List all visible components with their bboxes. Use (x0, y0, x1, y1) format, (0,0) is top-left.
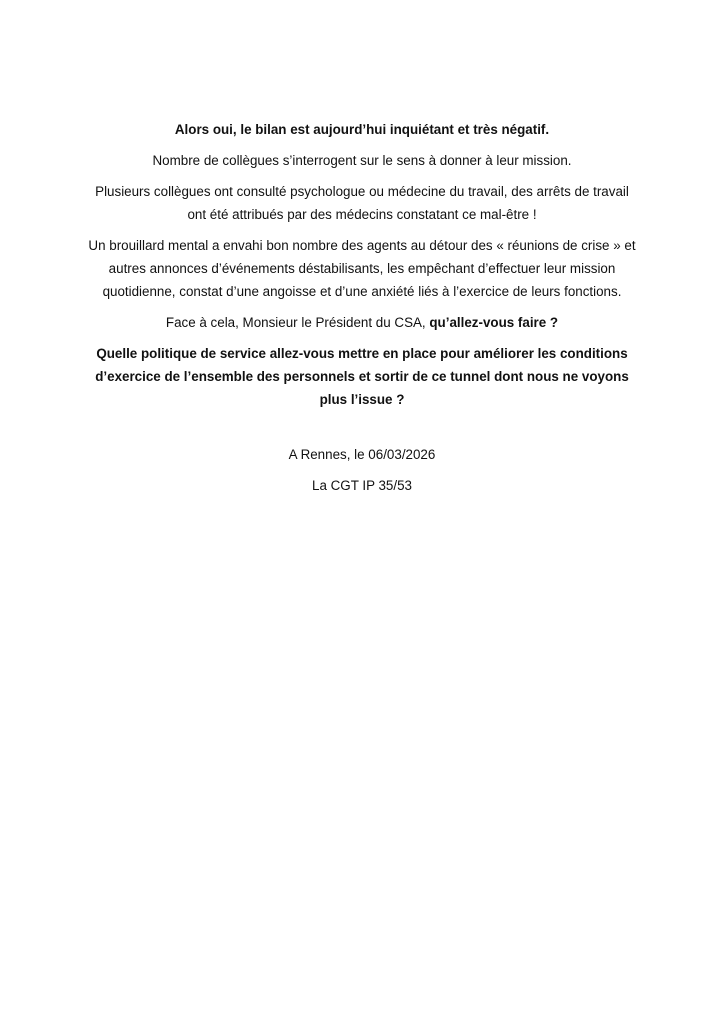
place-date: A Rennes, le 06/03/2026 (288, 447, 436, 462)
paragraph-mental-fog: Un brouillard mental a envahi bon nombre des agents au détour des « réunions de crise » et autres annonces d’événements déstabilisants, les empêchant d’effectuer leur mission quotidienne, constat d’une angoisse et d’une anxiété liés à l’exercice de leurs fonctions. (88, 238, 636, 299)
paragraph-question (86, 311, 638, 334)
letter-body (86, 118, 638, 505)
spacer (86, 419, 638, 443)
paragraph-policy-question: Quelle politique de service allez-vous mettre en place pour améliorer les conditions d’exercice de l’ensemble des personnels et sortir de ce tunnel dont nous ne voyons plus l’issue ? (95, 346, 629, 407)
question-emphasis: qu’allez-vous faire ? (429, 315, 559, 330)
paragraph-mission: Nombre de collègues s’interrogent sur le sens à donner à leur mission. (152, 153, 572, 168)
question-intro: Face à cela, Monsieur le Président du CSA, (165, 315, 430, 330)
paragraph-consultations: Plusieurs collègues ont consulté psychologue ou médecine du travail, des arrêts de travail ont été attribués par des médecins constatant ce mal-être ! (95, 184, 629, 222)
heading-statement: Alors oui, le bilan est aujourd’hui inquiétant et très négatif. (174, 122, 550, 137)
signature: La CGT IP 35/53 (312, 478, 412, 493)
